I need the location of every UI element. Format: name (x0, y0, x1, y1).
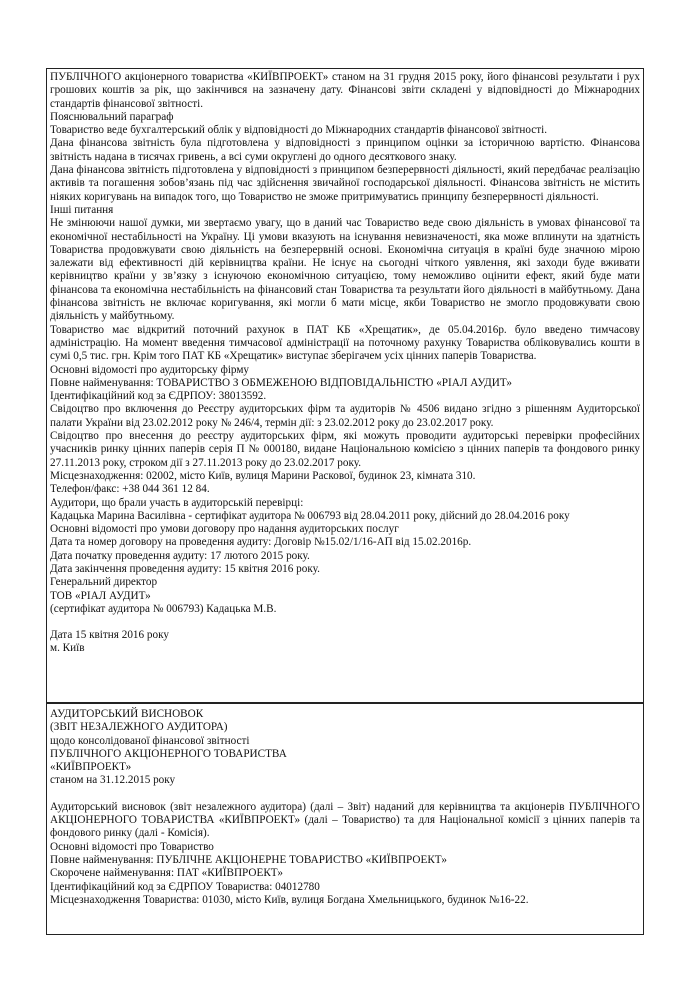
audit-firm-full-name: Повне найменування: ТОВАРИСТВО З ОБМЕЖЕНОЮ ВІДПОВІДАЛЬНІСТЮ «РІАЛ АУДИТ» (50, 376, 512, 389)
company-full-name: Повне найменування: ПУБЛІЧНЕ АКЦІОНЕРНЕ ТОВАРИСТВО «КИЇВПРОЕКТ» (50, 853, 447, 866)
company-info-heading: Основні відомості про Товариство (50, 840, 214, 853)
audit-firm-heading: Основні відомості про аудиторську фірму (50, 363, 250, 376)
audit-report-continuation-section (46, 68, 644, 703)
signatory-position: Генеральний директор (50, 576, 158, 589)
report-company-name: «КИЇВПРОЕКТ» (50, 761, 132, 774)
company-short-name: Скорочене найменування: ПАТ «КИЇВПРОЕКТ» (50, 867, 283, 880)
audit-firm-securities-certificate: Свідоцтво про внесення до реєстру аудиторських фірм, які можуть проводити аудиторські перевірки професійних учасників ринку цінних паперів серія П № 000180, видане Національною комісією з цінних паперів та фондового ринку 27.11.2013 року, строком дії з 27.11.2013 року до 23.02.2017 року. (50, 430, 640, 469)
audit-end-date: Дата закінчення проведення аудиту: 15 квітня 2016 року. (50, 562, 320, 575)
company-address: Місцезнаходження Товариства: 01030, місто Київ, вулиця Богдана Хмельницького, будинок №16-22. (50, 893, 529, 906)
report-date: Дата 15 квітня 2016 року (50, 629, 169, 642)
bank-account-paragraph: Товариство має відкритий поточний рахунок в ПАТ КБ «Хрещатик», де 05.04.2016р. було введено тимчасову адміністрацію. На момент введення тимчасової адміністрації на поточному рахунку Товариства обліковувались кошти в сумі 0,5 тис. грн. Крім того ПАТ КБ «Хрещатик» виступає зберігачем усіх цінних паперів Товариства. (50, 323, 640, 363)
report-addressees-paragraph: Аудиторський висновок (звіт незалежного аудитора) (далі – Звіт) наданий для керівництва та акціонерів ПУБЛІЧНОГО АКЦІОНЕРНОГО ТОВАРИСТВА «КИЇВПРОЕКТ» (далі – Товариство) та для Національної комісії з цінних паперів та фондового ринку (далі - Комісія). (50, 800, 640, 840)
audit-firm-registry-certificate: Свідоцтво про включення до Реєстру аудиторських фірм та аудиторів № 4506 видано згідно з рішенням Аудиторської палати України від 23.02.2012 року № 246/4, термін дії: з 23.02.2012 року до 23.02.2017 року. (50, 403, 640, 429)
accounting-standards-paragraph: Товариство веде бухгалтерський облік у відповідності до Міжнародних стандартів фінансової звітності. (50, 124, 548, 137)
signatory-certificate-name: (сертифікат аудитора № 006793) Кадацька М.В. (50, 602, 277, 615)
contract-terms-heading: Основні відомості про умови договору про надання аудиторських послуг (50, 523, 399, 536)
audit-start-date: Дата початку проведення аудиту: 17 лютого 2015 року. (50, 549, 310, 562)
auditors-heading: Аудитори, що брали участь в аудиторській перевірці: (50, 496, 304, 509)
auditor-entry: Кадацька Марина Василівна - сертифікат аудитора № 006793 від 28.04.2011 року, дійсний до 28.04.2016 року (50, 509, 570, 522)
other-matters-heading: Інші питання (50, 203, 114, 216)
audit-firm-edrpou-code: Ідентифікаційний код за ЄДРПОУ: 38013592. (50, 390, 267, 403)
report-city: м. Київ (50, 642, 85, 655)
audit-firm-address: Місцезнаходження: 02002, місто Київ, вулиця Марини Раскової, будинок 23, кімната 310. (50, 469, 476, 482)
report-title: АУДИТОРСЬКИЙ ВИСНОВОК (50, 708, 204, 720)
contract-date-number: Дата та номер договору на проведення аудиту: Договір №15.02/1/16-АП від 15.02.2016р. (50, 536, 472, 549)
explanatory-paragraph-heading: Пояснювальний параграф (50, 110, 174, 123)
signatory-company: ТОВ «РІАЛ АУДИТ» (50, 589, 151, 602)
spacer (50, 788, 640, 801)
report-company-type: ПУБЛІЧНОГО АКЦІОНЕРНОГО ТОВАРИСТВА (50, 747, 287, 760)
company-edrpou-code: Ідентифікаційний код за ЄДРПОУ Товариства: 04012780 (50, 880, 320, 893)
audit-firm-phone: Телефон/факс: +38 044 361 12 84. (50, 483, 210, 496)
economic-instability-paragraph: Не змінюючи нашої думки, ми звертаємо увагу, що в даний час Товариство веде свою діяльність в умовах фінансової та економічної нестабільності на Україну. Ці умови вказують на існування невизначеності, яка може вплинути на здатність Товариства продовжувати свою діяльність на безперервній основі. Економічна ситуація в країні буде значною мірою залежати від ефективності дій керівництва країни. Не існує на сьогодні чіткого уявлення, які заходи буде вживати керівництво країни у зв’язку з існуючою економічною ситуацією, тому неможливо оцінити ефект, який буде мати фінансова та економічна нестабільність на фінансовий стан Товариства та результати його діяльності в майбутньому. Дана фінансова звітність не включає коригування, які могли б мати місце, якби Товариство не змогло продовжувати свою діяльність у майбутньому. (50, 217, 640, 323)
audit-report-section (46, 703, 644, 935)
opinion-closing-paragraph: ПУБЛІЧНОГО акціонерного товариства «КИЇВПРОЕКТ» станом на 31 грудня 2015 року, його фінансові результати і рух грошових коштів за рік, що закінчився на зазначену дату. Фінансові звіти складені у відповідності до Міжнародних стандартів фінансової звітності. (50, 71, 640, 110)
going-concern-paragraph: Дана фінансова звітність підготовлена у відповідності з принципом безперервності діяльності, який передбачає реалізацію активів та погашення зобов’язань під час здійснення звичайної господарської діяльності. Фінансова звітність не містить ніяких коригувань на випадок того, що Товариство не зможе притримуватись принципу безперервності діяльності. (50, 164, 640, 203)
report-subtitle: (ЗВІТ НЕЗАЛЕЖНОГО АУДИТОРА) (50, 721, 228, 734)
spacer (50, 616, 640, 629)
report-scope: щодо консолідованої фінансової звітності (50, 734, 250, 747)
historical-cost-paragraph: Дана фінансова звітність була підготовлена у відповідності з принципом оцінки за історичною вартістю. Фінансова звітність надана в тисячах гривень, а всі суми округлені до одного десяткового знаку. (50, 137, 640, 163)
report-as-of-date: станом на 31.12.2015 року (50, 774, 176, 787)
